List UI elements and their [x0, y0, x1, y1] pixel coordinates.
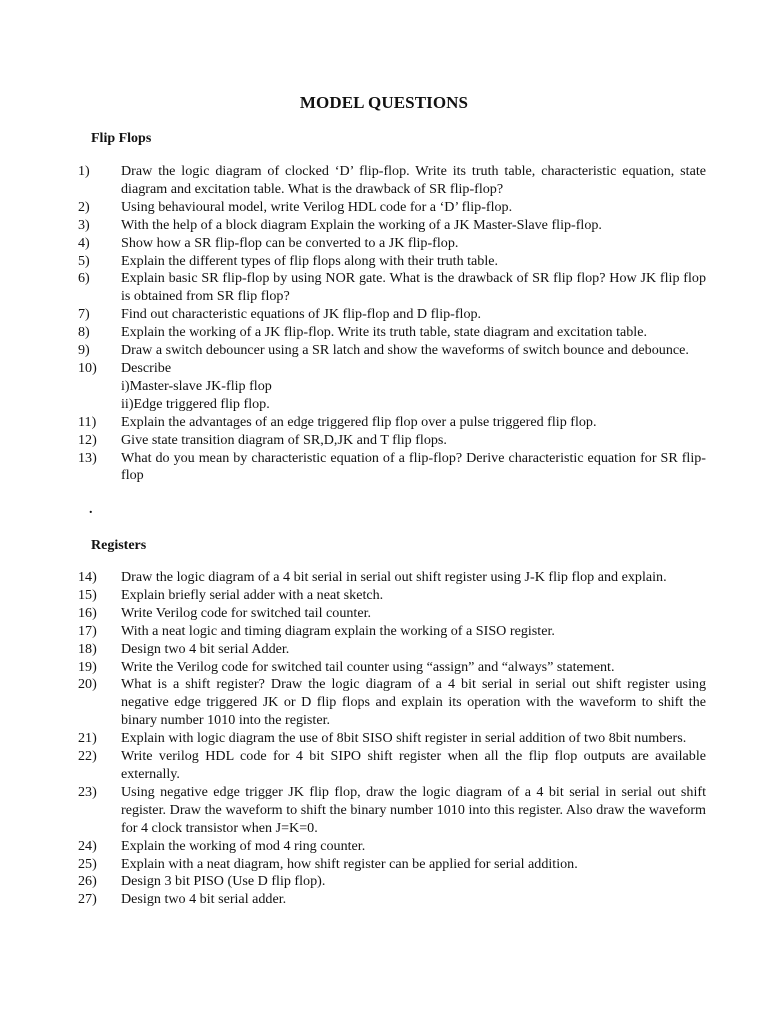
question-text: What do you mean by characteristic equation of a flip-flop? Derive characteristic equation for SR flip-flop	[121, 449, 706, 484]
question-text: Describe	[121, 359, 172, 376]
question-number: 6)	[78, 270, 90, 287]
question-item	[0, 306, 768, 324]
question-item	[0, 342, 768, 360]
question-item	[0, 659, 768, 677]
question-item	[0, 432, 768, 450]
question-text: Design 3 bit PISO (Use D flip flop).	[121, 873, 326, 890]
question-text: Using behavioural model, write Verilog HDL code for a ‘D’ flip-flop.	[121, 198, 513, 215]
question-number: 26)	[78, 873, 97, 890]
question-number: 15)	[78, 586, 97, 603]
question-text: Draw the logic diagram of a 4 bit serial in serial out shift register using J-K flip flop and explain.	[121, 569, 667, 585]
question-number: 12)	[78, 431, 97, 448]
question-item	[0, 235, 768, 253]
question-number: 23)	[78, 783, 97, 800]
question-text: Explain with logic diagram the use of 8bit SISO shift register in serial addition of two 8bit numbers.	[121, 730, 687, 747]
question-item	[0, 873, 768, 891]
question-text: Design two 4 bit serial adder.	[121, 891, 287, 908]
question-text: With a neat logic and timing diagram explain the working of a SISO register.	[121, 622, 555, 639]
question-text: Draw the logic diagram of clocked ‘D’ flip-flop. Write its truth table, characteristic equation, state diagram and excitation table. What is the drawback of SR flip-flop?	[121, 163, 706, 197]
question-text: Using negative edge trigger JK flip flop, draw the logic diagram of a 4 bit serial in serial out shift register. Draw the waveform to shift the binary number 1010 into this register. Also draw the waveform for 4 clock transistor when J=K=0.	[121, 783, 706, 836]
question-text: Explain briefly serial adder with a neat sketch.	[121, 586, 384, 603]
question-number: 17)	[78, 622, 97, 639]
question-number: 27)	[78, 891, 97, 908]
question-number: 18)	[78, 640, 97, 657]
question-item	[0, 784, 768, 838]
question-number: 3)	[78, 216, 90, 233]
question-number: 8)	[78, 324, 90, 341]
question-number: 20)	[78, 676, 97, 693]
question-number: 9)	[78, 342, 90, 359]
question-text: With the help of a block diagram Explain the working of a JK Master-Slave flip-flop.	[121, 216, 602, 233]
question-number: 21)	[78, 730, 97, 747]
question-text: Explain the working of a JK flip-flop. Write its truth table, state diagram and excitation table.	[121, 324, 647, 341]
question-number: 5)	[78, 252, 90, 269]
question-item	[0, 217, 768, 235]
question-number: 19)	[78, 658, 97, 675]
question-number: 22)	[78, 748, 97, 765]
question-text: Explain the different types of flip flops along with their truth table.	[121, 252, 499, 269]
sub-item: ii)Edge triggered flip flop.	[121, 395, 270, 412]
question-text: Design two 4 bit serial Adder.	[121, 640, 290, 657]
question-item	[0, 450, 768, 486]
question-item	[0, 891, 768, 909]
question-text: Write the Verilog code for switched tail counter using “assign” and “always” statement.	[121, 658, 615, 675]
question-list-registers	[0, 569, 768, 909]
question-number: 4)	[78, 234, 90, 251]
question-list-flip-flops	[0, 163, 768, 485]
stray-dot: .	[89, 502, 93, 517]
question-item	[0, 748, 768, 784]
question-item	[0, 676, 768, 730]
question-item	[0, 838, 768, 856]
question-text: Find out characteristic equations of JK flip-flop and D flip-flop.	[121, 306, 482, 323]
question-text: Draw a switch debouncer using a SR latch and show the waveforms of switch bounce and debounce.	[121, 342, 689, 359]
question-item	[0, 569, 768, 587]
question-item	[0, 587, 768, 605]
question-number: 14)	[78, 569, 97, 585]
question-text: Explain basic SR flip-flop by using NOR gate. What is the drawback of SR flip flop? How JK flip flop is obtained from SR flip flop?	[121, 270, 706, 305]
question-number: 16)	[78, 604, 97, 621]
question-item	[0, 623, 768, 641]
question-text: Explain the advantages of an edge triggered flip flop over a pulse triggered flip flop.	[121, 413, 597, 430]
question-number: 10)	[78, 359, 97, 376]
question-number: 11)	[78, 413, 97, 430]
question-text: What is a shift register? Draw the logic diagram of a 4 bit serial in serial out shift register using negative edge triggered JK or D flip flops and explain its operation with the waveform to shift the binary number 1010 into the register.	[121, 676, 706, 729]
question-number: 1)	[78, 163, 90, 179]
question-text: Give state transition diagram of SR,D,JK and T flip flops.	[121, 431, 447, 448]
section-heading-flip-flops: Flip Flops	[91, 131, 152, 146]
question-number: 25)	[78, 855, 97, 872]
question-item	[0, 360, 768, 414]
question-item	[0, 163, 768, 199]
question-item	[0, 414, 768, 432]
question-text: Write Verilog code for switched tail counter.	[121, 604, 372, 621]
question-number: 2)	[78, 198, 90, 215]
question-item	[0, 605, 768, 623]
question-text: Write verilog HDL code for 4 bit SIPO shift register when all the flip flop outputs are available externally.	[121, 748, 706, 782]
question-number: 7)	[78, 306, 90, 323]
question-item	[0, 199, 768, 217]
question-number: 24)	[78, 837, 97, 854]
question-text: Explain with a neat diagram, how shift register can be applied for serial addition.	[121, 855, 578, 872]
question-item	[0, 856, 768, 874]
question-item	[0, 730, 768, 748]
question-item	[0, 270, 768, 306]
question-number: 13)	[78, 449, 97, 466]
sub-item: i)Master-slave JK-flip flop	[121, 377, 272, 394]
question-item	[0, 641, 768, 659]
question-text: Show how a SR flip-flop can be converted to a JK flip-flop.	[121, 234, 459, 251]
question-item	[0, 324, 768, 342]
question-text: Explain the working of mod 4 ring counter.	[121, 837, 366, 854]
section-heading-registers: Registers	[91, 538, 147, 553]
page-title: MODEL QUESTIONS	[299, 93, 469, 112]
question-item	[0, 253, 768, 271]
